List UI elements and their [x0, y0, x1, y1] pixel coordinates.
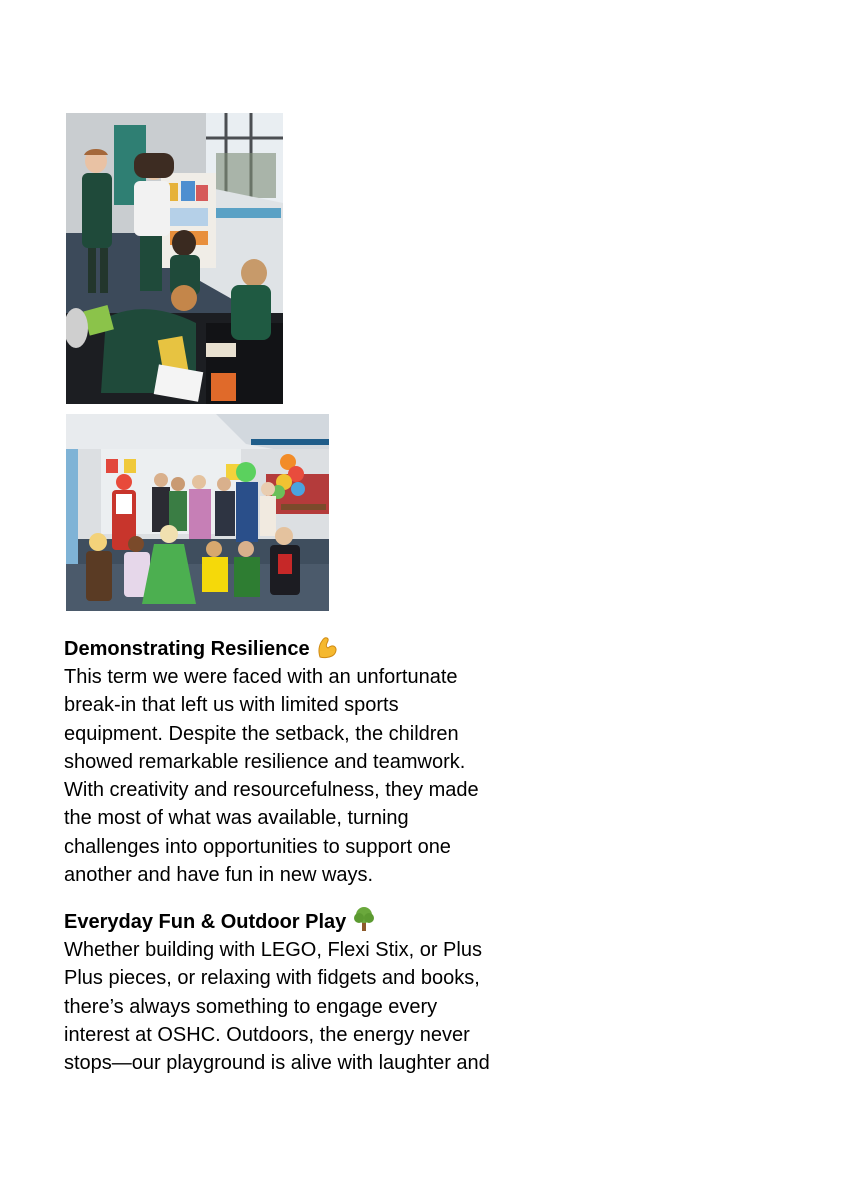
section-heading-text: Demonstrating Resilience: [64, 638, 310, 660]
section-demonstrating-resilience: [64, 635, 534, 889]
deciduous-tree-icon: [352, 906, 376, 932]
flexed-biceps-icon: [316, 635, 338, 659]
section-everyday-fun: [64, 906, 534, 1077]
section-heading: [64, 635, 534, 663]
section-heading-text: Everyday Fun & Outdoor Play: [64, 911, 347, 933]
section-heading: [64, 906, 534, 936]
dress-up-group-photo: [66, 414, 329, 611]
section-body: Whether building with LEGO, Flexi Stix, or Plus Plus pieces, or relaxing with fidgets and books, there’s always something to engage every interest at OSHC. Outdoors, the energy never stops—our playground is alive with laughter and: [64, 939, 490, 1075]
classroom-photo: [66, 113, 283, 404]
section-body: This term we were faced with an unfortunate break-in that left us with limited sports equipment. Despite the setback, the children showed remarkable resilience and teamwork. With creativity and resourcefulness, they made the most of what was available, turning challenges into opportunities to support one another and have fun in new ways.: [64, 666, 479, 887]
